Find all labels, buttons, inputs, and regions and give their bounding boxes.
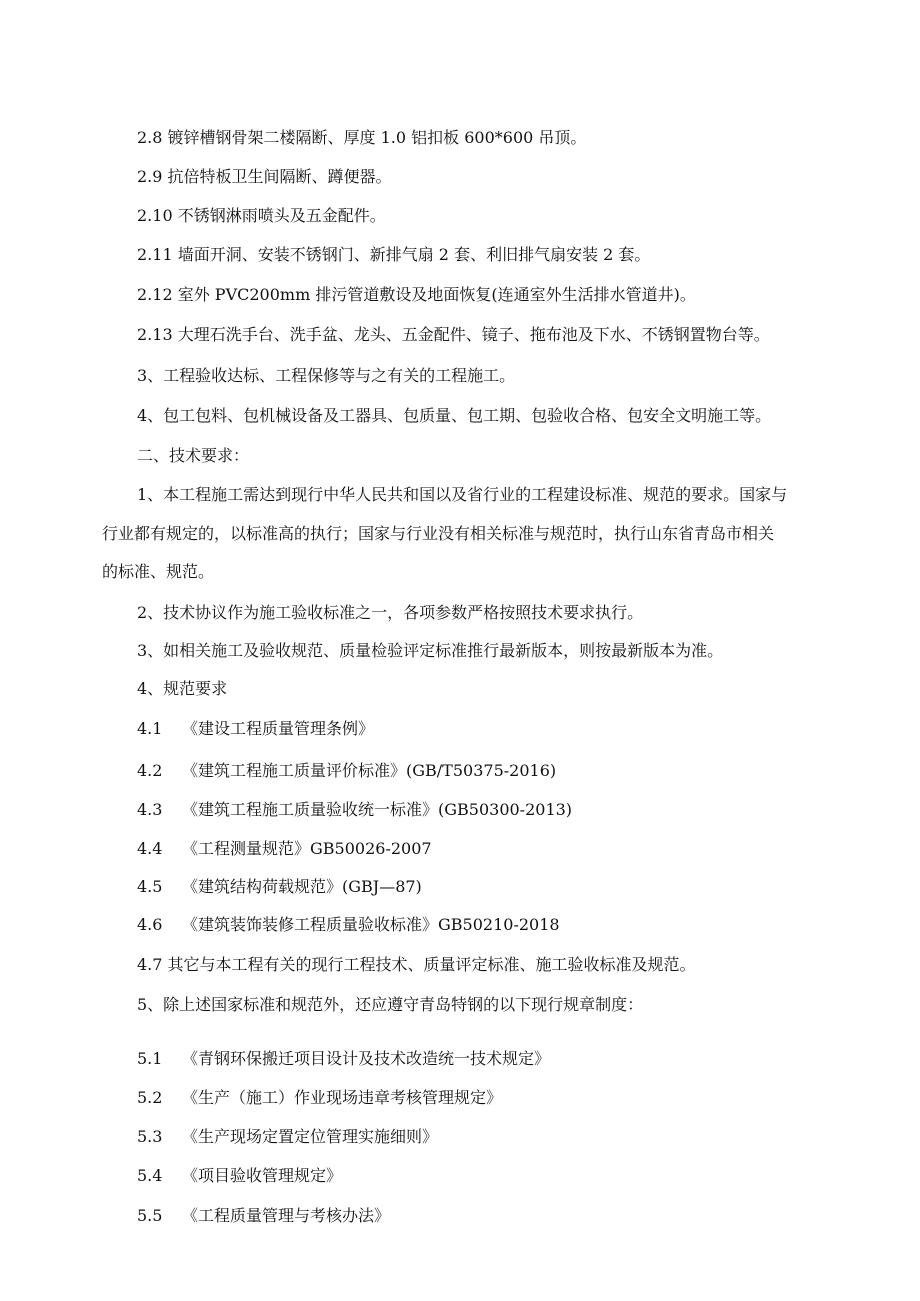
standard-title: 《建筑结构荷载规范》(GBJ—87) <box>182 877 422 896</box>
standard-title: 《工程测量规范》GB50026-2007 <box>182 839 432 858</box>
scope-item-2-11: 2.11 墙面开洞、安装不锈钢门、新排气扇 2 套、利旧排气扇安装 2 套。 <box>137 245 651 264</box>
regulation-number: 5.1 <box>137 1049 163 1068</box>
regulation-number: 5.5 <box>137 1206 163 1225</box>
standard-number: 4.5 <box>137 877 163 896</box>
standard-title: 《建设工程质量管理条例》 <box>182 719 375 738</box>
tech-req-4: 4、规范要求 <box>137 679 228 698</box>
scope-item-4: 4、包工包料、包机械设备及工器具、包质量、包工期、包验收合格、包安全文明施工等。 <box>137 406 772 425</box>
scope-item-3: 3、工程验收达标、工程保修等与之有关的工程施工。 <box>137 366 516 385</box>
standard-number: 4.2 <box>137 761 163 780</box>
tech-req-1-line1: 1、本工程施工需达到现行中华人民共和国以及省行业的工程建设标准、规范的要求。国家与 <box>137 485 788 504</box>
scope-item-2-10: 2.10 不锈钢淋雨喷头及五金配件。 <box>137 206 386 225</box>
scope-item-2-13: 2.13 大理石洗手台、洗手盆、龙头、五金配件、镜子、拖布池及下水、不锈钢置物台等。 <box>137 325 770 344</box>
tech-req-3: 3、如相关施工及验收规范、质量检验评定标准推行最新版本，则按最新版本为准。 <box>137 641 724 660</box>
standard-number: 4.1 <box>137 719 163 738</box>
regulation-title: 《生产现场定置定位管理实施细则》 <box>182 1127 439 1146</box>
tech-req-2: 2、技术协议作为施工验收标准之一，各项参数严格按照技术要求执行。 <box>137 603 644 622</box>
tech-req-1-line3: 的标准、规范。 <box>102 562 215 581</box>
tech-req-1-line2: 行业都有规定的，以标准高的执行；国家与行业没有相关标准与规范时，执行山东省青岛市相关 <box>102 524 775 543</box>
standard-title: 《建筑装饰装修工程质量验收标准》GB50210-2018 <box>182 915 560 934</box>
tech-req-5: 5、除上述国家标准和规范外，还应遵守青岛特钢的以下现行规章制度： <box>137 995 644 1014</box>
regulation-number: 5.4 <box>137 1166 163 1185</box>
standard-number: 4.3 <box>137 800 163 819</box>
regulation-number: 5.3 <box>137 1127 163 1146</box>
regulation-title: 《工程质量管理与考核办法》 <box>182 1206 391 1225</box>
scope-item-2-9: 2.9 抗倍特板卫生间隔断、蹲便器。 <box>137 167 392 186</box>
standard-title: 《建筑工程施工质量评价标准》(GB/T50375-2016) <box>182 761 557 780</box>
regulation-number: 5.2 <box>137 1088 163 1107</box>
standard-4-7: 4.7 其它与本工程有关的现行工程技术、质量评定标准、施工验收标准及规范。 <box>137 955 696 974</box>
scope-item-2-12: 2.12 室外 PVC200mm 排污管道敷设及地面恢复(连通室外生活排水管道井)。 <box>137 285 696 304</box>
regulation-title: 《项目验收管理规定》 <box>182 1166 343 1185</box>
regulation-title: 《青钢环保搬迁项目设计及技术改造统一技术规定》 <box>182 1049 551 1068</box>
standard-title: 《建筑工程施工质量验收统一标准》(GB50300-2013) <box>182 800 573 819</box>
section-title: 二、技术要求： <box>137 446 250 465</box>
regulation-title: 《生产（施工）作业现场违章考核管理规定》 <box>182 1088 503 1107</box>
standard-number: 4.6 <box>137 915 163 934</box>
scope-item-2-8: 2.8 镀锌槽钢骨架二楼隔断、厚度 1.0 铝扣板 600*600 吊顶。 <box>137 128 587 147</box>
standard-number: 4.4 <box>137 839 163 858</box>
